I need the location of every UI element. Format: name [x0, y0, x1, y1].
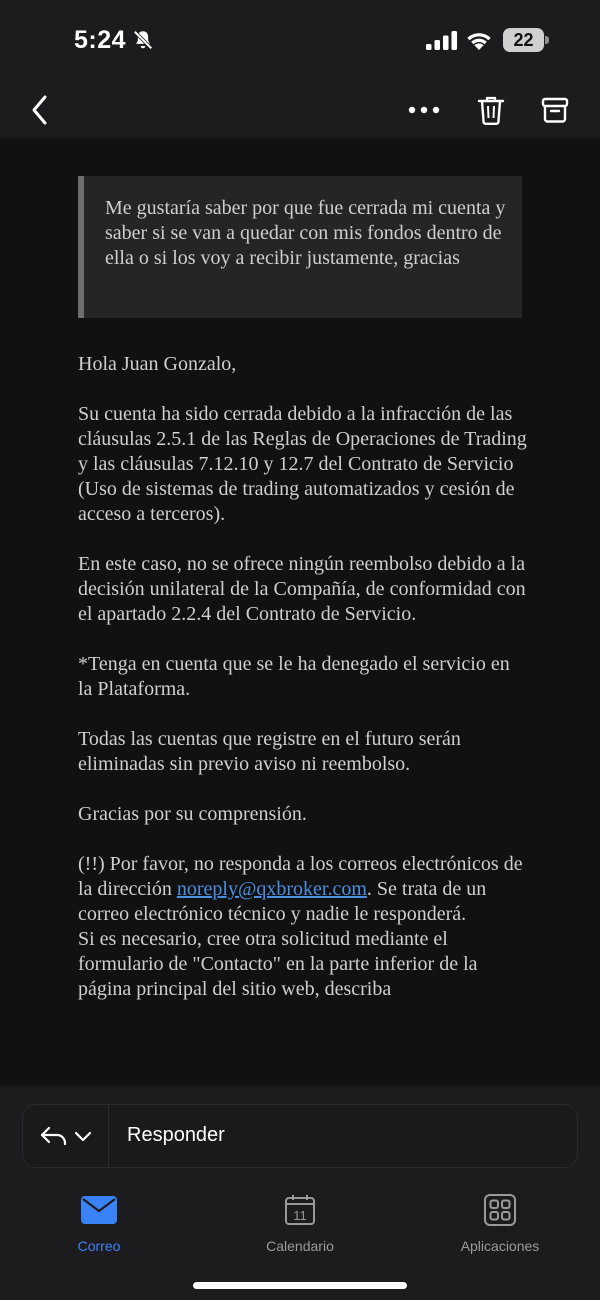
- reply-icon: [40, 1125, 68, 1147]
- email-toolbar: [0, 80, 600, 138]
- reply-bar[interactable]: [22, 1104, 578, 1168]
- paragraph-closure: Su cuenta ha sido cerrada debido a la infracción de las cláusulas 2.5.1 de las Reglas de Operaciones de Trading y las cláusulas 7.12.10 y 12.7 del Contrato de Servicio (Uso de sistemas de trading automatizados y cesión de acceso a terceros).: [78, 403, 527, 525]
- message-content: [78, 352, 528, 1002]
- back-chevron-icon: [30, 94, 50, 126]
- wifi-icon: [465, 28, 493, 50]
- bell-off-icon: [132, 29, 154, 51]
- quoted-text: Me gustaría saber por que fue cerrada mi cuenta y saber si se van a quedar con mis fondos dentro de ella o si los voy a recibir justamente, gracias: [105, 197, 506, 269]
- tab-correo[interactable]: [19, 1192, 179, 1254]
- home-indicator[interactable]: [193, 1282, 407, 1289]
- battery-tip: [545, 36, 549, 44]
- greeting: Hola Juan Gonzalo,: [78, 353, 237, 375]
- paragraph-thanks: Gracias por su comprensión.: [78, 803, 307, 825]
- reply-button-label[interactable]: Responder: [127, 1124, 225, 1146]
- email-body[interactable]: [0, 138, 600, 1086]
- paragraph-contact: Si es necesario, cree otra solicitud mediante el formulario de "Contacto" en la parte inferior de la página principal del sitio web, describa: [78, 928, 478, 1000]
- noreply-text-before: (!!) Por favor, no responda a los correos electrónicos de la dirección: [78, 853, 523, 900]
- mail-icon: [81, 1192, 117, 1228]
- tab-bar: [0, 1186, 600, 1300]
- quoted-message: [78, 176, 522, 318]
- tab-aplicaciones-label: Aplicaciones: [460, 1238, 540, 1254]
- archive-button[interactable]: [535, 90, 575, 130]
- calendar-day: 11: [293, 1208, 307, 1223]
- delete-button[interactable]: [471, 90, 511, 130]
- tab-aplicaciones[interactable]: [420, 1192, 580, 1254]
- reply-area: [0, 1086, 600, 1186]
- back-button[interactable]: [20, 90, 60, 130]
- tab-calendario[interactable]: [220, 1192, 380, 1254]
- battery-level: 22: [503, 28, 544, 52]
- trash-icon: [477, 95, 505, 125]
- calendar-icon: [282, 1192, 318, 1228]
- more-button[interactable]: [404, 90, 444, 130]
- archive-icon: [541, 96, 569, 124]
- status-bar: [0, 0, 600, 80]
- paragraph-future-accounts: Todas las cuentas que registre en el futuro serán eliminadas sin previo aviso ni reembolso.: [78, 728, 461, 775]
- paragraph-refund: En este caso, no se ofrece ningún reembolso debido a la decisión unilateral de la Compañía, de conformidad con el apartado 2.2.4 del Contrato de Servicio.: [78, 553, 526, 625]
- reply-options-button[interactable]: [23, 1105, 109, 1167]
- signal-icon: [426, 31, 458, 50]
- battery-icon: [503, 28, 549, 52]
- paragraph-service-denied: *Tenga en cuenta que se le ha denegado el servicio en la Plataforma.: [78, 653, 510, 700]
- noreply-text-after: . Se trata de un correo electrónico técnico y nadie le responderá.: [78, 878, 487, 925]
- more-icon: [408, 106, 440, 114]
- chevron-down-icon: [74, 1130, 92, 1142]
- apps-grid-icon: [482, 1192, 518, 1228]
- paragraph-noreply: [78, 852, 528, 927]
- tab-calendario-label: Calendario: [266, 1238, 334, 1254]
- noreply-email-link[interactable]: noreply@qxbroker.com: [176, 878, 367, 900]
- status-time: 5:24: [74, 26, 127, 54]
- tab-correo-label: Correo: [77, 1238, 121, 1254]
